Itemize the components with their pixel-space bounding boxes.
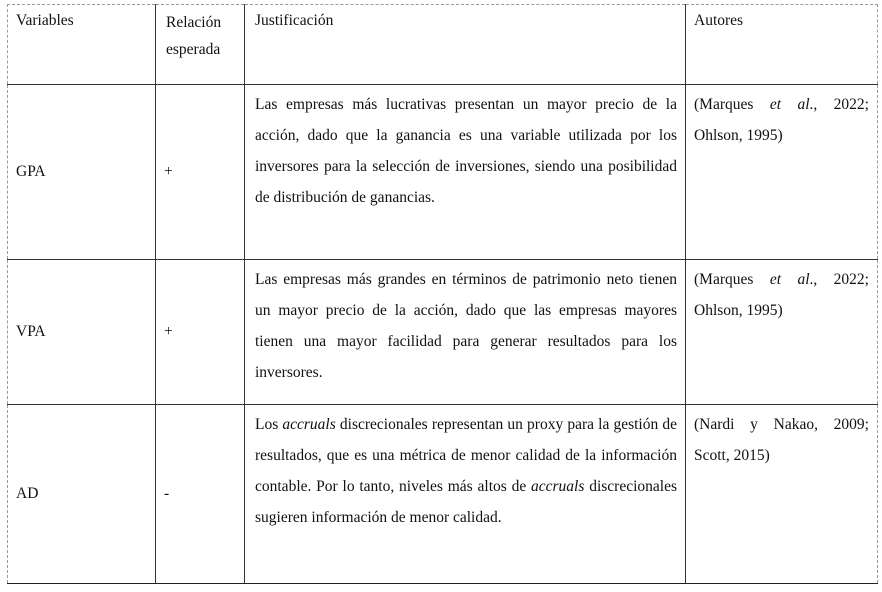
autores-etal: et al (769, 271, 810, 288)
justificacion-term: accruals (531, 478, 585, 495)
cell-justificacion (245, 260, 686, 405)
table-row (8, 405, 878, 584)
justificacion-part: discrecionales representan un proxy para la gestión de resultados, que es una métrica de menor calidad de la información contable. Por lo tanto, niveles más altos de (255, 416, 677, 495)
variable-name: AD (16, 485, 39, 502)
variables-table (7, 4, 878, 584)
cell-variable (8, 85, 156, 260)
cell-variable (8, 260, 156, 405)
cell-autores (686, 405, 878, 584)
autores-part: (Marques (694, 96, 770, 113)
table-header-row (8, 5, 878, 85)
justificacion-text (245, 405, 685, 533)
cell-justificacion (245, 85, 686, 260)
autores-part: ., 2022; Ohlson, 1995) (694, 96, 869, 144)
variable-name: VPA (16, 323, 46, 340)
autores-text: (Nardi y Nakao, 2009; Scott, 2015) (694, 416, 869, 464)
header-relacion (156, 5, 244, 63)
header-justificacion: Justificación (255, 12, 334, 29)
autores-text (686, 85, 877, 151)
cell-autores (686, 260, 878, 405)
table-row (8, 260, 878, 405)
autores-part: ., 2022; Ohlson, 1995) (694, 271, 869, 319)
cell-justificacion (245, 405, 686, 584)
header-cell-variables (8, 5, 156, 85)
header-cell-relacion (156, 5, 245, 85)
justificacion-part: discrecionales sugieren información de menor calidad. (255, 478, 677, 526)
cell-relacion (156, 85, 245, 260)
cell-autores (686, 85, 878, 260)
justificacion-text: Las empresas más lucrativas presentan un mayor precio de la acción, dado que la ganancia es una variable utilizada por los inversores para la selección de inversiones, siendo una posibilidad de distribución de ganancias. (255, 96, 677, 206)
relacion-sign: + (164, 323, 173, 340)
header-relacion-line2: esperada (166, 41, 221, 58)
table-row (8, 85, 878, 260)
cell-relacion (156, 405, 245, 584)
autores-etal: et al (769, 96, 810, 113)
autores-text (686, 260, 877, 326)
relacion-sign: + (164, 163, 173, 180)
justificacion-part: Los (255, 416, 283, 433)
header-relacion-line1: Relación (166, 14, 222, 31)
header-cell-autores (686, 5, 878, 85)
header-cell-justificacion (245, 5, 686, 85)
autores-part: (Marques (694, 271, 770, 288)
justificacion-term: accruals (282, 416, 336, 433)
justificacion-text: Las empresas más grandes en términos de patrimonio neto tienen un mayor precio de la acción, dado que las empresas mayores tienen una mayor facilidad para generar resultados para los inversores. (255, 271, 677, 381)
cell-variable (8, 405, 156, 584)
cell-relacion (156, 260, 245, 405)
variable-name: GPA (16, 163, 46, 180)
header-variables: Variables (16, 12, 74, 29)
relacion-sign: - (164, 485, 170, 502)
header-autores: Autores (694, 12, 744, 29)
